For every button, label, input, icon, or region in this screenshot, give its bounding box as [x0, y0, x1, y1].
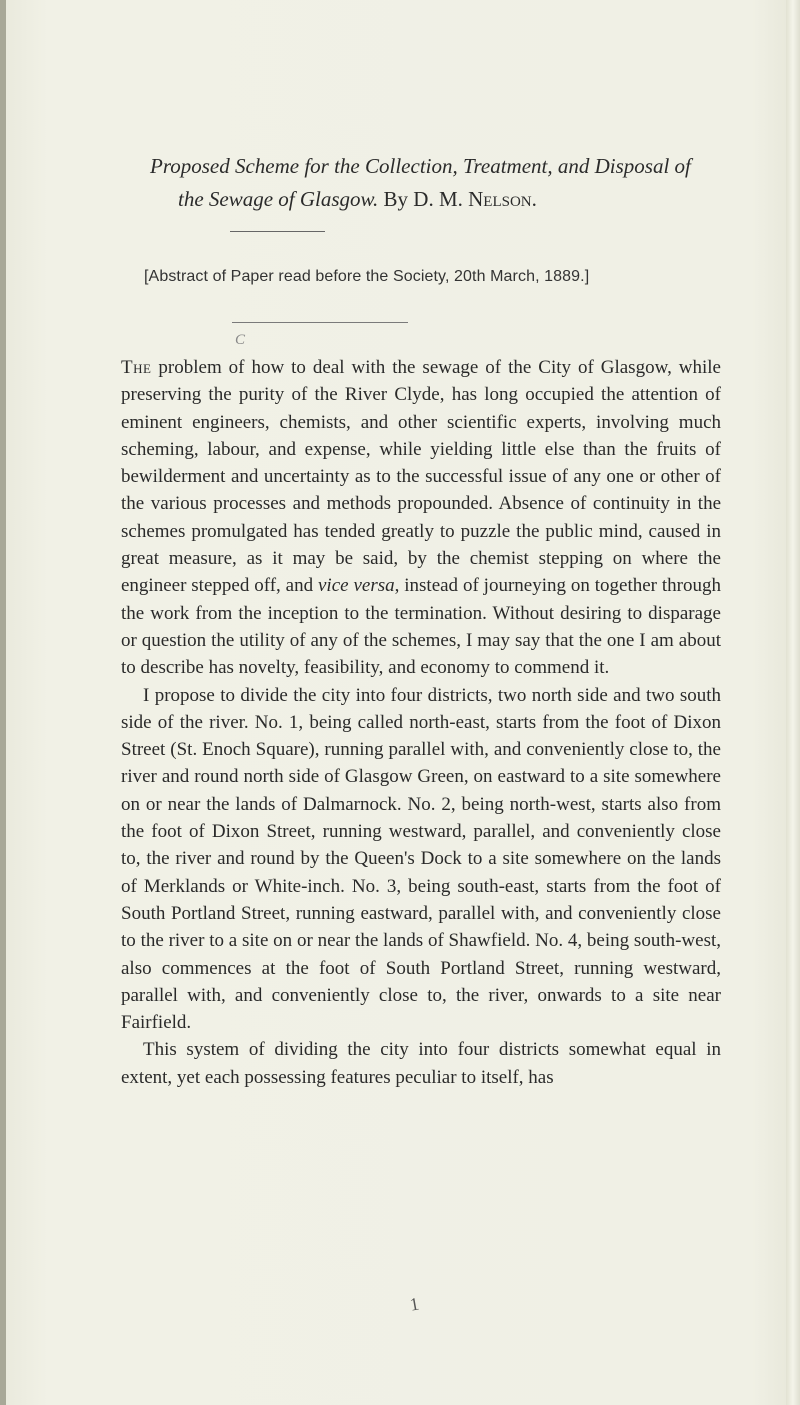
title-divider: [230, 231, 325, 232]
article-body: [121, 354, 721, 1091]
author-name: Nelson.: [468, 187, 537, 211]
paragraph-1-text-after: , instead of journeying on together through the work from the inception to the termination. Without desiring to disparage or question the utility of any of the schemes, I may say that the one I am about to describe has novelty, feasibility, and economy to commend it.: [121, 575, 721, 679]
pencil-mark: C: [235, 332, 246, 348]
author-prefix: By D. M.: [383, 187, 463, 211]
paragraph-1-text: problem of how to deal with the sewage of the City of Glasgow, while preserving the purity of the River Clyde, has long occupied the attention of eminent engineers, chemists, and other scientific experts, involving much scheming, labour, and expense, while yielding little else than the fruits of bewilderment and uncertainty as to the successful issue of any one or other of the various processes and methods propounded. Absence of continuity in the schemes promulgated has tended greatly to puzzle the public mind, caused in great measure, as it may be said, by the chemist stepping on where the engineer stepped off, and: [121, 357, 721, 597]
paper-title: [150, 150, 710, 216]
paragraph-1: [121, 354, 721, 682]
title-line-1: Proposed Scheme for the Collection, Treatment, and Disposal of: [150, 154, 691, 178]
title-line-2: the Sewage of Glasgow.: [178, 187, 379, 211]
paragraph-2: I propose to divide the city into four districts, two north side and two south side of the river. No. 1, being called north-east, starts from the foot of Dixon Street (St. Enoch Square), running parallel with, and conveniently close to, the river and round north side of Glasgow Green, on eastward to a site somewhere on or near the lands of Dalmarnock. No. 2, being north-west, starts also from the foot of Dixon Street, running westward, parallel, and conveniently close to, the river and round by the Queen's Dock to a site somewhere on the lands of Merklands or White-inch. No. 3, being south-east, starts from the foot of South Portland Street, running eastward, parallel with, and conveniently close to the river to a site on or near the lands of Shawfield. No. 4, being south-west, also commences at the foot of South Portland Street, running westward, parallel with, and conveniently close to, the river, onwards to a site near Fairfield.: [121, 684, 721, 1034]
abstract-divider: [232, 322, 408, 323]
paragraph-lead-word: The: [121, 357, 152, 378]
page-edge: [786, 0, 800, 1405]
paragraph-3: This system of dividing the city into four districts somewhat equal in extent, yet each possessing features peculiar to itself, has: [121, 1039, 721, 1088]
page-gutter: [0, 0, 6, 1405]
abstract-note: [Abstract of Paper read before the Society, 20th March, 1889.]: [144, 268, 590, 285]
paragraph-1-italic: vice versa: [317, 575, 395, 597]
handwritten-page-number: 1: [408, 1293, 421, 1315]
